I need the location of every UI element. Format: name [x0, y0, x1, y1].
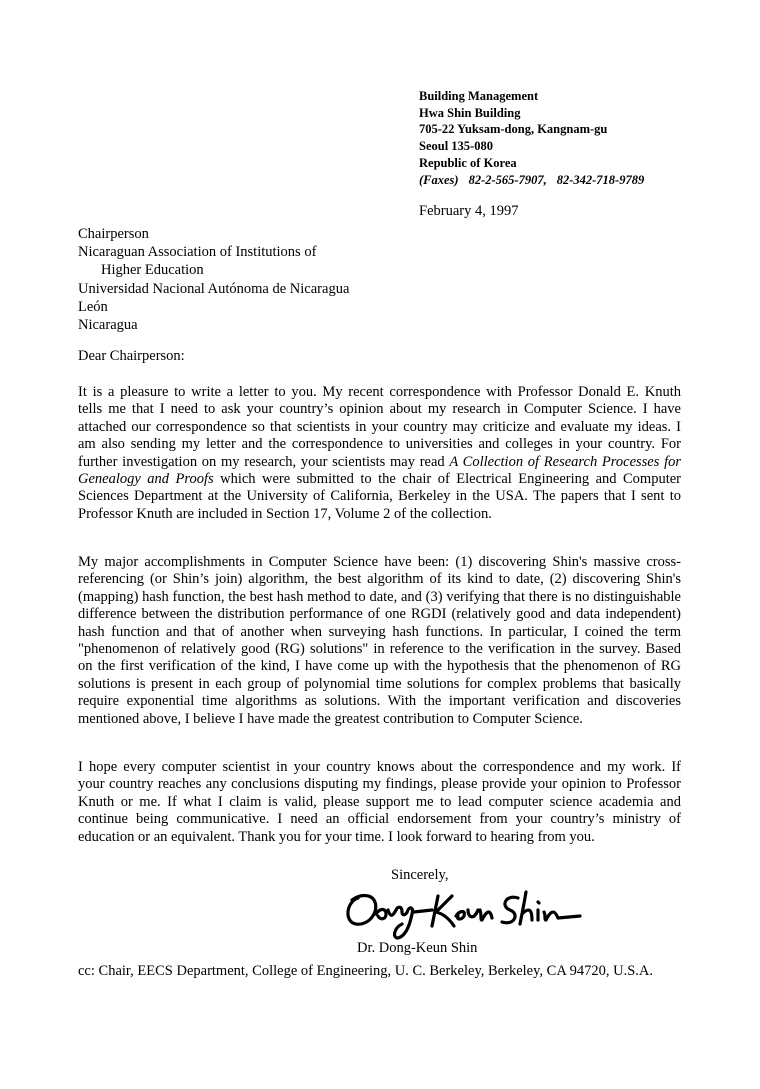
fax-number: 82-342-718-9789 [556, 172, 645, 187]
line-text: further investigation on my research, your scientists may read [78, 453, 450, 470]
closing: Sincerely, [391, 867, 449, 883]
recipient-line: Nicaraguan Association of Institutions of [78, 244, 317, 261]
body-paragraph [78, 554, 681, 728]
paragraph-line [78, 471, 681, 488]
paragraph-line: hash function and that of another when surveying hash functions. In particular, I coined the term [78, 623, 681, 640]
fax-number: 82-2-565-7907, [468, 172, 547, 187]
paragraph-line: mentioned above, I believe I have made the greatest contribution to Computer Science. [78, 710, 583, 727]
sender-line: Seoul 135-080 [419, 139, 493, 154]
body-paragraph [78, 759, 681, 846]
sender-line: Building Management [419, 89, 539, 103]
paragraph-line: Sciences Department at the University of California, Berkeley in the USA. The papers that I sent to [78, 488, 681, 505]
signer-name: Dr. Dong-Keun Shin [357, 940, 478, 956]
paragraph-line: It is a pleasure to write a letter to you. My recent correspondence with Professor Donald E. Knuth [78, 384, 681, 400]
cc-line: cc: Chair, EECS Department, College of Engineering, U. C. Berkeley, Berkeley, CA 94720, U.S.A. [78, 963, 654, 979]
recipient-line: Chairperson [78, 226, 149, 242]
salutation: Dear Chairperson: [78, 348, 185, 364]
recipient-line: Nicaragua [78, 317, 138, 334]
recipient-address [78, 225, 349, 334]
book-title-part: A Collection of Research Processes for [449, 453, 681, 470]
paragraph-line: education or an equivalent. Thank you for your time. I look forward to hearing from you. [78, 828, 595, 845]
paragraph-line: I hope every computer scientist in your country knows about the correspondence and my work. If [78, 759, 681, 775]
paragraph-line: Professor Knuth are included in Section 17, Volume 2 of the collection. [78, 505, 492, 522]
paragraph-line [78, 454, 681, 471]
paragraph-line: am also sending my letter and the correspondence to universities and colleges in your country. For [78, 436, 681, 453]
sender-line: Republic of Korea [419, 155, 517, 170]
handwritten-signature [340, 880, 600, 940]
paragraph-line: "phenomenon of relatively good (RG) solutions" in reference to the verification in the survey. Based [78, 641, 681, 658]
paragraph-line: difference between the distribution performance of one RGDI (relatively good and data independent) [78, 606, 681, 623]
letter-date: February 4, 1997 [419, 203, 519, 219]
recipient-line: Universidad Nacional Autónoma de Nicaragua [78, 280, 350, 297]
sender-address [419, 88, 749, 188]
book-title-part: Genealogy and Proofs [78, 471, 214, 488]
body-paragraph [78, 384, 681, 523]
paragraph-line: attached our correspondence so that scientists in your country may criticize and evaluate my ideas. I [78, 418, 681, 435]
paragraph-line: Knuth or me. If what I claim is valid, please support me to lead computer science academia and [78, 793, 681, 810]
paragraph-line: your country reaches any conclusions disputing my findings, please provide your opinion to Professor [78, 776, 681, 793]
paragraph-line: (mapping) hash function, the best hash method to date, and (3) verifying that there is no distinguishable [78, 588, 681, 605]
paragraph-line: tells me that I need to ask your country’s opinion about my research in Computer Science. I have [78, 401, 681, 418]
line-text: which were submitted to the chair of Electrical Engineering and Computer [213, 471, 681, 488]
sender-faxes [419, 172, 749, 189]
recipient-line: León [78, 298, 108, 315]
paragraph-line: continue being communicative. I need an official endorsement from your country’s ministry of [78, 811, 681, 828]
paragraph-line: My major accomplishments in Computer Science have been: (1) discovering Shin's massive cross- [78, 554, 681, 570]
paragraph-line: referencing (or Shin’s join) algorithm, the best algorithm of its kind to date, (2) discovering Shin's [78, 571, 681, 588]
paragraph-line: on the first verification of the kind, I have come up with the hypothesis that the phenomenon of RG [78, 658, 681, 675]
recipient-line: Higher Education [101, 262, 204, 279]
paragraph-line: require exponential time algorithms as solutions. With the important verification and discoveries [78, 693, 681, 710]
paragraph-line: solutions is present in each group of polynomial time solutions for complex problems that basically [78, 675, 681, 692]
sender-line: 705-22 Yuksam-dong, Kangnam-gu [419, 122, 608, 137]
sender-line: Hwa Shin Building [419, 105, 521, 120]
faxes-label: (Faxes) [419, 172, 459, 187]
